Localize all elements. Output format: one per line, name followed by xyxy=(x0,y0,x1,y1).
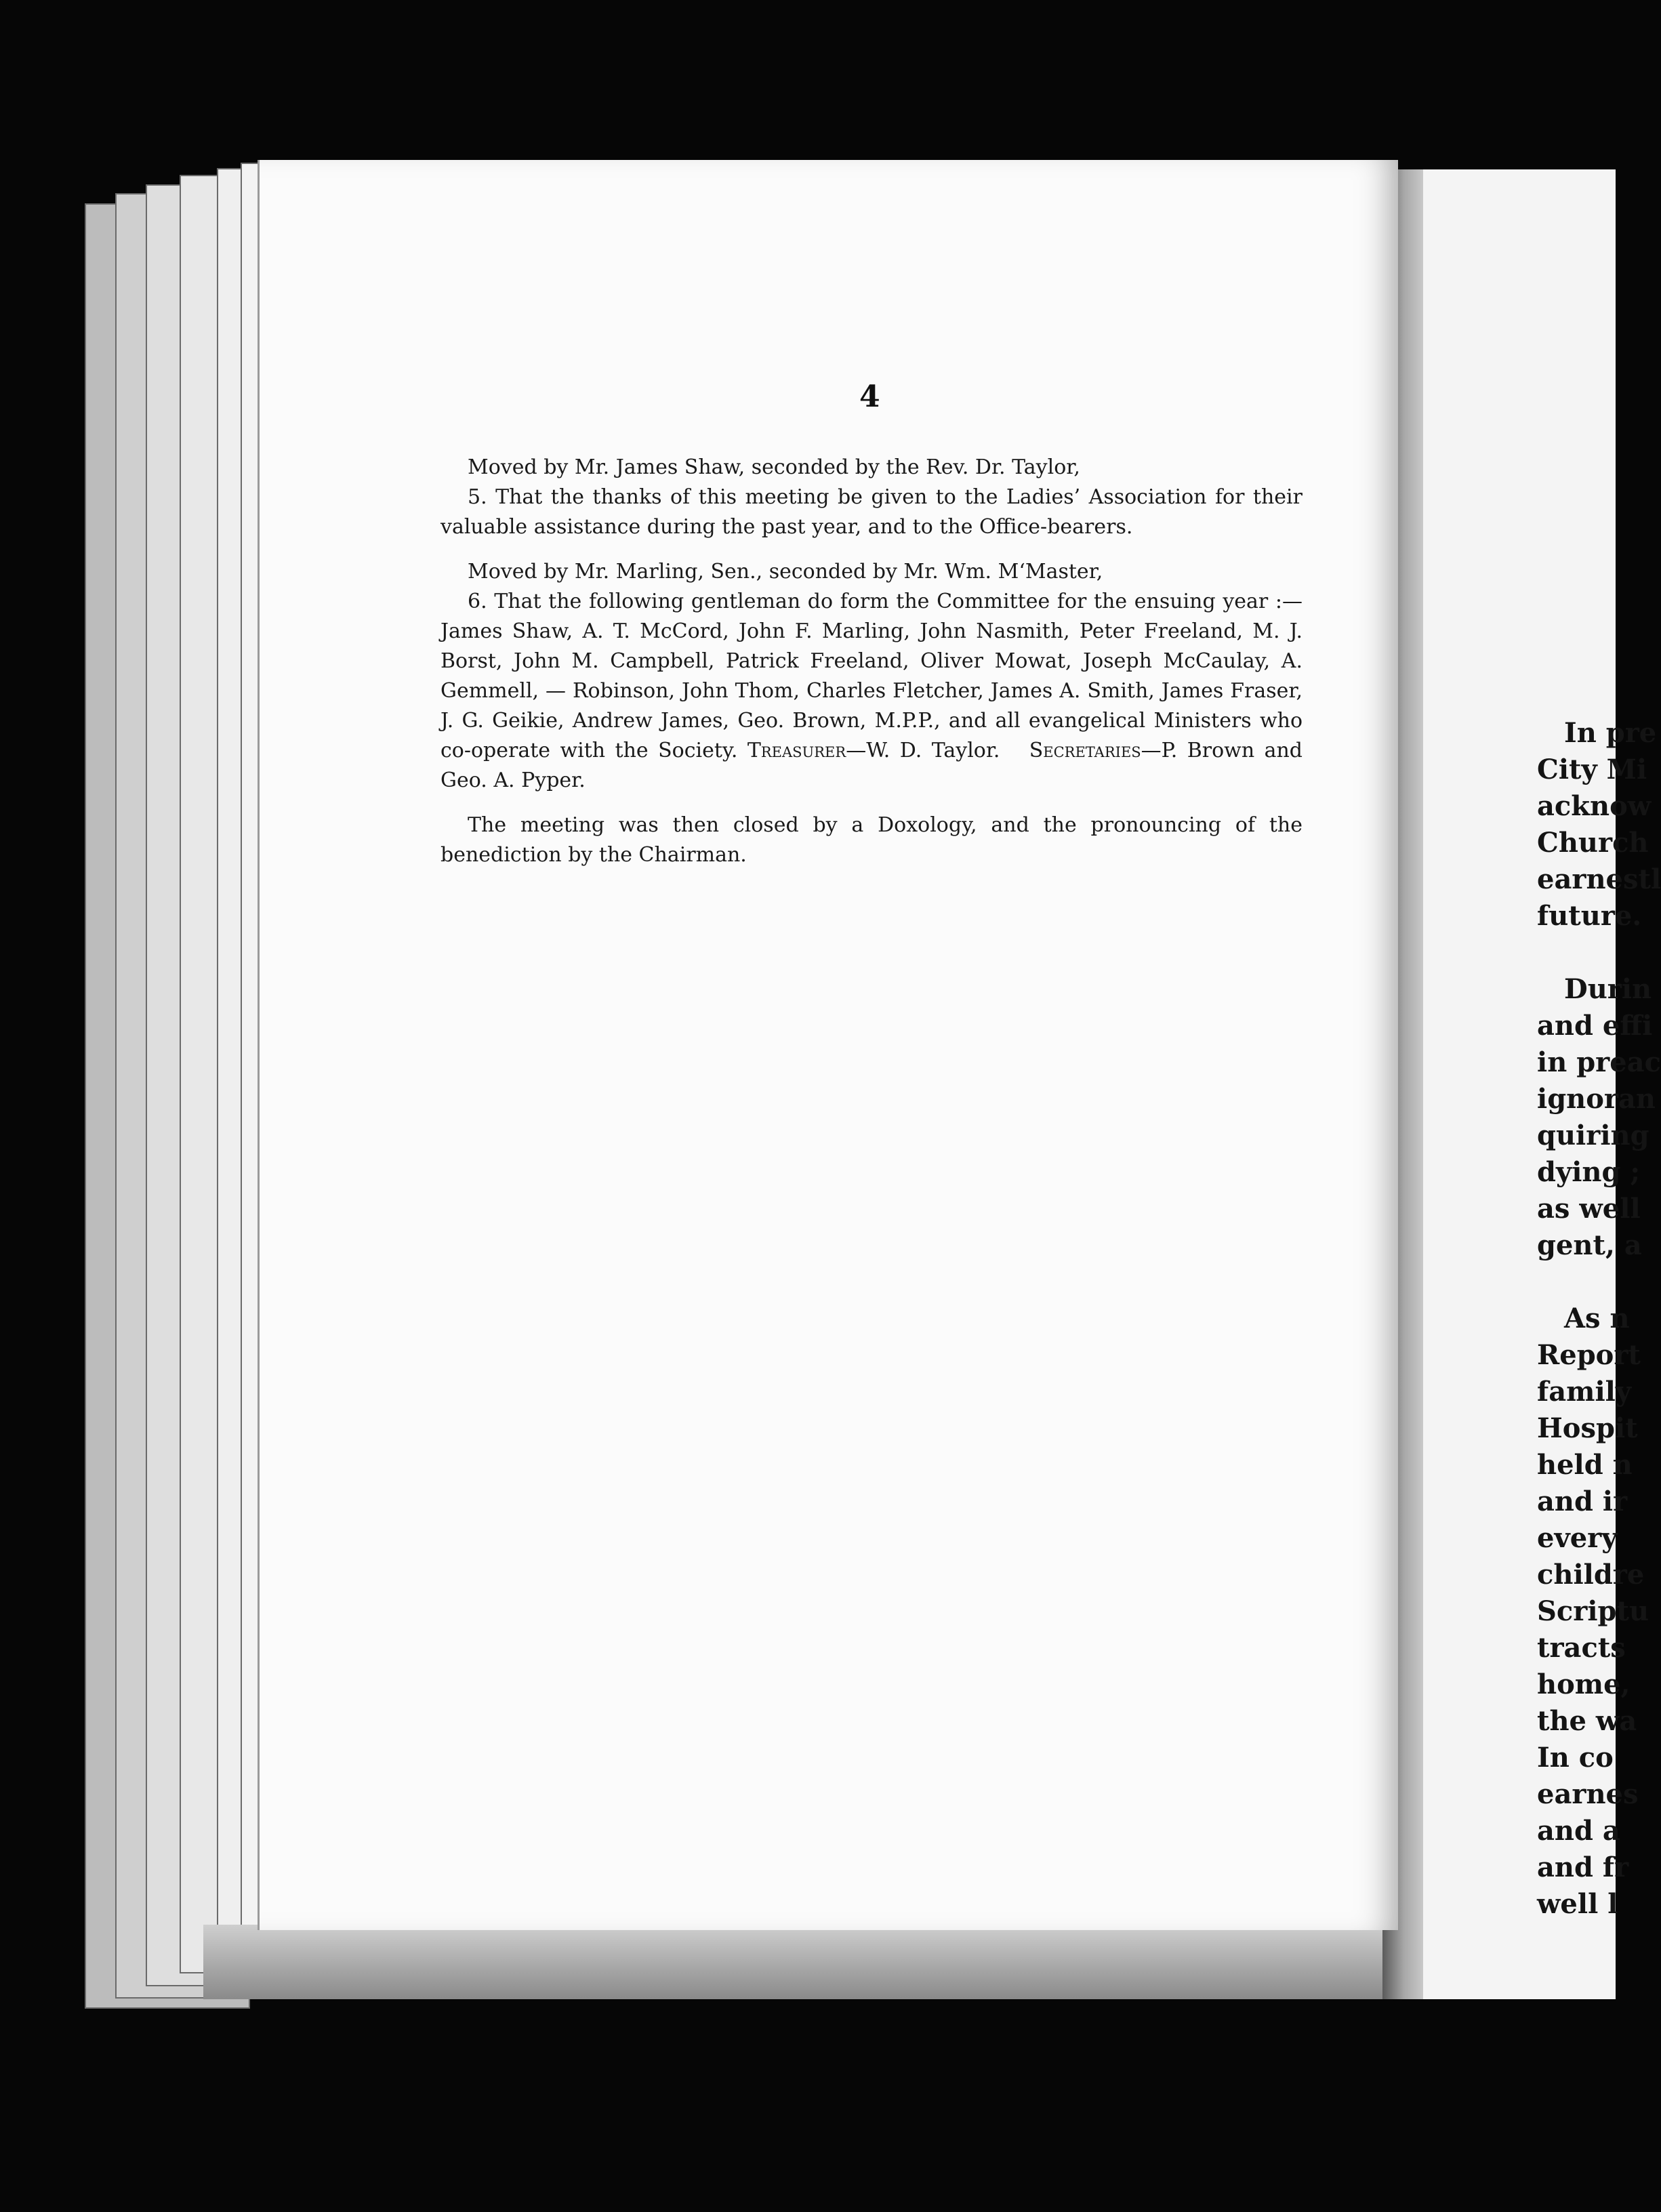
right-line: tracts xyxy=(1537,1632,1626,1664)
right-line: quiring xyxy=(1537,1120,1649,1151)
treasurer-name: —W. D. Taylor. xyxy=(846,739,1000,762)
right-line: Hospit xyxy=(1537,1412,1638,1444)
right-line: earnestl xyxy=(1537,863,1661,895)
right-line: earnes xyxy=(1537,1778,1639,1810)
resolution-6 xyxy=(440,587,1303,796)
right-line: childre xyxy=(1537,1559,1645,1591)
right-line: held n xyxy=(1537,1449,1633,1481)
left-page-text xyxy=(440,453,1303,870)
right-line: well l xyxy=(1537,1888,1618,1920)
paragraph-gap xyxy=(1537,935,1632,971)
right-line: In pre xyxy=(1564,717,1657,749)
resolution-6-body: 6. That the following gentleman do form the Committee for the ensuing year :—James Shaw, A. T. McCord, John F. Marling, John Nasmith, Peter Freeland, M. J. Borst, John M. Campbell, Patrick Freeland, Oliver Mowat, Joseph McCaulay, A. Gemmell, — Robinson, John Thom, Charles Fletcher, James A. Smith, James Fraser, J. G. Geikie, Andrew James, Geo. Brown, M.P.P., and all evangelical Ministers who co-operate with the Society. xyxy=(440,590,1303,762)
secretaries-label: Secretaries xyxy=(1029,739,1141,762)
motion-line-2: Moved by Mr. Marling, Sen., seconded by Mr. Wm. M‘Master, xyxy=(468,560,1103,583)
paragraph-gap xyxy=(1537,1264,1632,1300)
book-bottom-edge xyxy=(203,1925,1396,1999)
right-line: Church xyxy=(1537,827,1649,859)
right-line: in preac xyxy=(1537,1046,1661,1078)
right-line: In co xyxy=(1537,1742,1614,1774)
right-line: As n xyxy=(1564,1303,1630,1334)
secretaries-names: —P. Brown and Geo. A. Pyper. xyxy=(440,739,1303,792)
right-line: Report xyxy=(1537,1339,1641,1371)
motion-line-1: Moved by Mr. James Shaw, seconded by the Rev. Dr. Taylor, xyxy=(468,455,1080,479)
right-line: and ir xyxy=(1537,1486,1628,1517)
right-line: ignoran xyxy=(1537,1083,1656,1115)
left-page xyxy=(258,160,1398,1930)
right-line: home, xyxy=(1537,1668,1631,1700)
right-page-text xyxy=(1537,715,1661,1923)
right-line: future. xyxy=(1537,900,1642,932)
right-line: every xyxy=(1537,1522,1618,1554)
right-line: family xyxy=(1537,1376,1632,1408)
right-line: and a xyxy=(1537,1815,1620,1847)
right-line: dying ; xyxy=(1537,1156,1641,1188)
right-line: City Mi xyxy=(1537,754,1647,785)
right-line: Scriptu xyxy=(1537,1595,1649,1627)
right-line: gent, a xyxy=(1537,1229,1642,1261)
right-line: Durin xyxy=(1564,973,1652,1005)
right-line: as well xyxy=(1537,1193,1641,1225)
right-line: acknow xyxy=(1537,790,1652,822)
right-line: the wa xyxy=(1537,1705,1637,1737)
treasurer-label: Treasurer xyxy=(747,739,846,762)
page-number: 4 xyxy=(859,380,880,414)
right-line: and effi xyxy=(1537,1010,1653,1042)
closing-paragraph: The meeting was then closed by a Doxology, and the pronouncing of the benediction by the Chairman. xyxy=(440,813,1303,867)
right-line: and fr xyxy=(1537,1851,1629,1883)
resolution-5: 5. That the thanks of this meeting be given to the Ladies’ Association for their valuable assistance during the past year, and to the Office-bearers. xyxy=(440,485,1303,539)
